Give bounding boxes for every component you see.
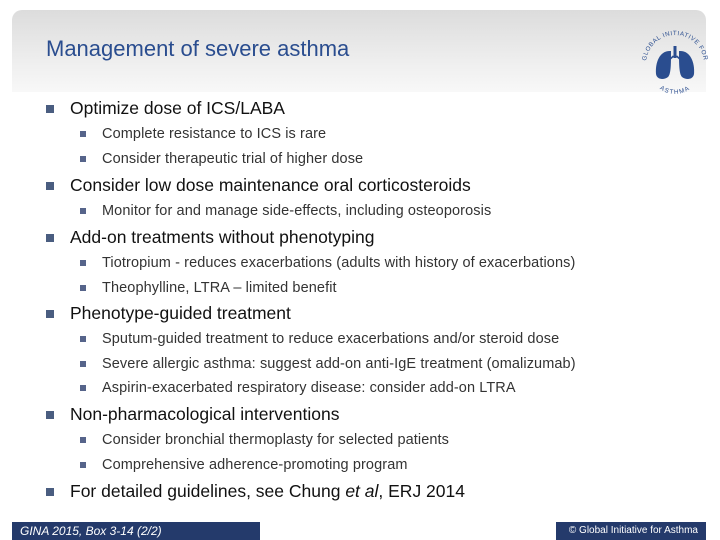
footer-source: GINA 2015, Box 3-14 (2/2) bbox=[20, 524, 162, 538]
sub-bullet-item: Sputum-guided treatment to reduce exacerbations and/or steroid dose bbox=[102, 331, 560, 347]
square-bullet-icon bbox=[46, 105, 54, 113]
sub-bullet-item: Theophylline, LTRA – limited benefit bbox=[102, 280, 337, 296]
slide-title: Management of severe asthma bbox=[46, 36, 350, 61]
footer-copyright: © Global Initiative for Asthma bbox=[568, 525, 698, 536]
square-subbullet-icon bbox=[80, 336, 86, 342]
sub-bullet-item: Consider bronchial thermoplasty for selected patients bbox=[102, 432, 450, 448]
sub-bullet-item: Consider therapeutic trial of higher dose bbox=[102, 151, 364, 167]
sub-bullet-item: Comprehensive adherence-promoting program bbox=[102, 457, 408, 473]
bullet-item-guidelines bbox=[70, 481, 465, 502]
bullet-item: Non-pharmacological interventions bbox=[70, 404, 340, 424]
square-subbullet-icon bbox=[80, 260, 86, 266]
bullet-item: Consider low dose maintenance oral corticosteroids bbox=[70, 175, 471, 195]
sub-bullet-item: Complete resistance to ICS is rare bbox=[102, 126, 327, 142]
square-bullet-icon bbox=[46, 411, 54, 419]
guidelines-italic: et al bbox=[345, 481, 379, 501]
square-subbullet-icon bbox=[80, 361, 86, 367]
square-bullet-icon bbox=[46, 182, 54, 190]
square-bullet-icon bbox=[46, 310, 54, 318]
square-subbullet-icon bbox=[80, 385, 86, 391]
footer-copyright-bar bbox=[556, 522, 706, 540]
square-subbullet-icon bbox=[80, 131, 86, 137]
square-subbullet-icon bbox=[80, 285, 86, 291]
square-subbullet-icon bbox=[80, 437, 86, 443]
sub-bullet-item: Severe allergic asthma: suggest add-on anti-IgE treatment (omalizumab) bbox=[102, 356, 576, 372]
bullet-item: Phenotype-guided treatment bbox=[70, 303, 291, 323]
square-subbullet-icon bbox=[80, 462, 86, 468]
footer-source-bar bbox=[12, 522, 260, 540]
guidelines-text: For detailed guidelines, see Chung bbox=[70, 481, 346, 501]
bullet-item: Add-on treatments without phenotyping bbox=[70, 227, 375, 247]
sub-bullet-item: Monitor for and manage side-effects, including osteoporosis bbox=[102, 203, 492, 219]
square-bullet-icon bbox=[46, 234, 54, 242]
bullet-item: Optimize dose of ICS/LABA bbox=[70, 98, 285, 118]
square-bullet-icon bbox=[46, 488, 54, 496]
sub-bullet-item: Tiotropium - reduces exacerbations (adults with history of exacerbations) bbox=[102, 255, 576, 271]
square-subbullet-icon bbox=[80, 208, 86, 214]
square-subbullet-icon bbox=[80, 156, 86, 162]
guidelines-suffix: , ERJ 2014 bbox=[378, 481, 465, 501]
sub-bullet-item: Aspirin-exacerbated respiratory disease: consider add-on LTRA bbox=[102, 380, 516, 396]
logo-text-bottom: ASTHMA bbox=[658, 84, 692, 97]
logo-text-top: GLOBAL INITIATIVE FOR bbox=[641, 30, 709, 62]
